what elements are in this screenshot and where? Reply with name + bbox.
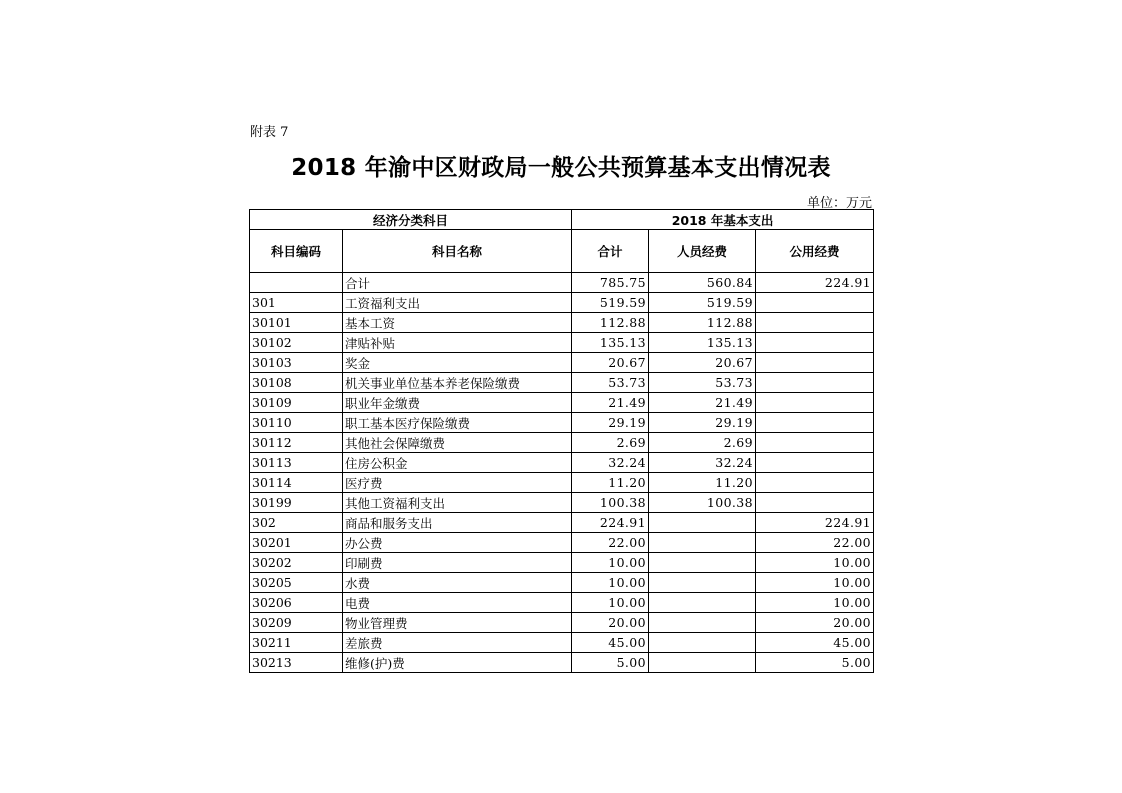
subject-code-cell: 30103 <box>250 353 343 373</box>
personnel-expense-cell <box>649 573 756 593</box>
header-public-expense: 公用经费 <box>756 230 874 273</box>
table-header <box>250 210 874 273</box>
public-expense-cell: 45.00 <box>756 633 874 653</box>
personnel-expense-cell <box>649 633 756 653</box>
total-cell: 5.00 <box>572 653 649 673</box>
table-row <box>250 593 874 613</box>
public-expense-cell: 5.00 <box>756 653 874 673</box>
personnel-expense-cell <box>649 613 756 633</box>
subject-code-cell: 30112 <box>250 433 343 453</box>
subject-code-cell: 30109 <box>250 393 343 413</box>
personnel-expense-cell: 11.20 <box>649 473 756 493</box>
personnel-expense-cell <box>649 533 756 553</box>
table-row <box>250 413 874 433</box>
table-row <box>250 293 874 313</box>
total-cell: 45.00 <box>572 633 649 653</box>
subject-name-cell: 医疗费 <box>343 473 572 493</box>
personnel-expense-cell: 2.69 <box>649 433 756 453</box>
public-expense-cell <box>756 493 874 513</box>
total-cell: 29.19 <box>572 413 649 433</box>
table-body <box>250 273 874 673</box>
public-expense-cell: 10.00 <box>756 553 874 573</box>
personnel-expense-cell: 32.24 <box>649 453 756 473</box>
total-cell: 100.38 <box>572 493 649 513</box>
personnel-expense-cell: 29.19 <box>649 413 756 433</box>
table-row <box>250 373 874 393</box>
total-cell: 112.88 <box>572 313 649 333</box>
subject-name-cell: 其他工资福利支出 <box>343 493 572 513</box>
public-expense-cell <box>756 333 874 353</box>
subject-code-cell: 302 <box>250 513 343 533</box>
total-cell: 785.75 <box>572 273 649 293</box>
subject-name-cell: 合计 <box>343 273 572 293</box>
table-row <box>250 533 874 553</box>
subject-code-cell: 30199 <box>250 493 343 513</box>
table-row <box>250 453 874 473</box>
table-row <box>250 393 874 413</box>
subject-code-cell: 30202 <box>250 553 343 573</box>
subject-code-cell: 30206 <box>250 593 343 613</box>
public-expense-cell <box>756 473 874 493</box>
total-cell: 11.20 <box>572 473 649 493</box>
public-expense-cell <box>756 413 874 433</box>
public-expense-cell <box>756 313 874 333</box>
page-title: 2018 年渝中区财政局一般公共预算基本支出情况表 <box>291 155 831 181</box>
subject-code-cell: 30110 <box>250 413 343 433</box>
total-cell: 519.59 <box>572 293 649 313</box>
subject-name-cell: 基本工资 <box>343 313 572 333</box>
public-expense-cell <box>756 293 874 313</box>
subject-code-cell: 30213 <box>250 653 343 673</box>
subject-name-cell: 商品和服务支出 <box>343 513 572 533</box>
header-economic-classification: 经济分类科目 <box>250 210 572 230</box>
subject-code-cell <box>250 273 343 293</box>
subject-name-cell: 办公费 <box>343 533 572 553</box>
personnel-expense-cell: 519.59 <box>649 293 756 313</box>
public-expense-cell: 20.00 <box>756 613 874 633</box>
table-row <box>250 553 874 573</box>
personnel-expense-cell: 100.38 <box>649 493 756 513</box>
table-row <box>250 653 874 673</box>
public-expense-cell <box>756 453 874 473</box>
personnel-expense-cell: 20.67 <box>649 353 756 373</box>
subject-code-cell: 30101 <box>250 313 343 333</box>
total-cell: 10.00 <box>572 573 649 593</box>
subject-code-cell: 30209 <box>250 613 343 633</box>
personnel-expense-cell: 112.88 <box>649 313 756 333</box>
header-basic-expenditure: 2018 年基本支出 <box>572 210 874 230</box>
public-expense-cell <box>756 353 874 373</box>
personnel-expense-cell <box>649 513 756 533</box>
total-cell: 20.67 <box>572 353 649 373</box>
table-row <box>250 613 874 633</box>
subject-code-cell: 301 <box>250 293 343 313</box>
subject-code-cell: 30205 <box>250 573 343 593</box>
personnel-expense-cell: 135.13 <box>649 333 756 353</box>
public-expense-cell: 224.91 <box>756 273 874 293</box>
public-expense-cell <box>756 373 874 393</box>
personnel-expense-cell <box>649 653 756 673</box>
header-personnel-expense: 人员经费 <box>649 230 756 273</box>
total-cell: 2.69 <box>572 433 649 453</box>
annex-label: 附表 7 <box>250 125 289 140</box>
subject-name-cell: 维修(护)费 <box>343 653 572 673</box>
table-row <box>250 313 874 333</box>
subject-name-cell: 其他社会保障缴费 <box>343 433 572 453</box>
total-cell: 20.00 <box>572 613 649 633</box>
total-cell: 135.13 <box>572 333 649 353</box>
subject-code-cell: 30201 <box>250 533 343 553</box>
total-cell: 53.73 <box>572 373 649 393</box>
personnel-expense-cell: 21.49 <box>649 393 756 413</box>
subject-code-cell: 30113 <box>250 453 343 473</box>
budget-table <box>249 209 874 673</box>
personnel-expense-cell: 560.84 <box>649 273 756 293</box>
subject-name-cell: 水费 <box>343 573 572 593</box>
subject-code-cell: 30108 <box>250 373 343 393</box>
subject-code-cell: 30102 <box>250 333 343 353</box>
total-cell: 10.00 <box>572 593 649 613</box>
table-row <box>250 433 874 453</box>
header-total: 合计 <box>572 230 649 273</box>
table-row <box>250 513 874 533</box>
subject-name-cell: 机关事业单位基本养老保险缴费 <box>343 373 572 393</box>
public-expense-cell: 10.00 <box>756 573 874 593</box>
total-cell: 32.24 <box>572 453 649 473</box>
subject-code-cell: 30114 <box>250 473 343 493</box>
total-cell: 22.00 <box>572 533 649 553</box>
public-expense-cell: 10.00 <box>756 593 874 613</box>
personnel-expense-cell <box>649 593 756 613</box>
table-row <box>250 573 874 593</box>
subject-name-cell: 职业年金缴费 <box>343 393 572 413</box>
personnel-expense-cell <box>649 553 756 573</box>
subject-name-cell: 差旅费 <box>343 633 572 653</box>
total-cell: 10.00 <box>572 553 649 573</box>
subject-name-cell: 工资福利支出 <box>343 293 572 313</box>
unit-label: 单位：万元 <box>806 196 872 211</box>
table-row <box>250 473 874 493</box>
public-expense-cell: 22.00 <box>756 533 874 553</box>
subject-name-cell: 印刷费 <box>343 553 572 573</box>
public-expense-cell <box>756 433 874 453</box>
table-row <box>250 353 874 373</box>
personnel-expense-cell: 53.73 <box>649 373 756 393</box>
table-row <box>250 333 874 353</box>
subject-name-cell: 奖金 <box>343 353 572 373</box>
subject-name-cell: 住房公积金 <box>343 453 572 473</box>
table-row <box>250 273 874 293</box>
table-row <box>250 633 874 653</box>
total-cell: 21.49 <box>572 393 649 413</box>
header-subject-code: 科目编码 <box>250 230 343 273</box>
header-subject-name: 科目名称 <box>343 230 572 273</box>
public-expense-cell <box>756 393 874 413</box>
subject-name-cell: 津贴补贴 <box>343 333 572 353</box>
subject-code-cell: 30211 <box>250 633 343 653</box>
total-cell: 224.91 <box>572 513 649 533</box>
subject-name-cell: 物业管理费 <box>343 613 572 633</box>
table-row <box>250 493 874 513</box>
subject-name-cell: 电费 <box>343 593 572 613</box>
public-expense-cell: 224.91 <box>756 513 874 533</box>
subject-name-cell: 职工基本医疗保险缴费 <box>343 413 572 433</box>
